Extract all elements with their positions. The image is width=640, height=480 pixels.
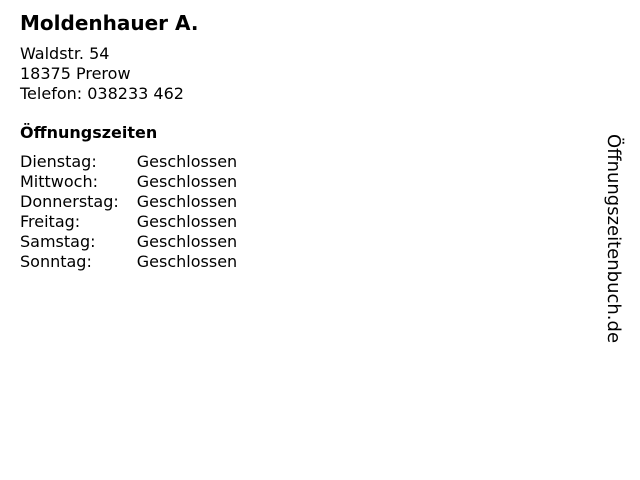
day-label: Freitag: <box>20 212 81 231</box>
street-address: Waldstr. 54 <box>20 44 110 63</box>
day-status: Geschlossen <box>136 172 238 191</box>
opening-hours-table <box>20 152 237 272</box>
day-label: Samstag: <box>20 232 96 251</box>
day-status: Geschlossen <box>136 252 238 271</box>
opening-hours-heading: Öffnungszeiten <box>20 123 158 142</box>
day-status: Geschlossen <box>136 232 238 251</box>
hours-row-thursday <box>20 192 237 212</box>
day-status: Geschlossen <box>136 152 238 171</box>
day-status: Geschlossen <box>136 212 238 231</box>
hours-row-saturday <box>20 232 237 252</box>
day-label: Donnerstag: <box>20 192 119 211</box>
day-status: Geschlossen <box>136 192 238 211</box>
site-brand-vertical: Öffnungszeitenbuch.de <box>603 134 624 344</box>
day-label: Dienstag: <box>20 152 97 171</box>
day-label: Mittwoch: <box>20 172 98 191</box>
hours-row-tuesday <box>20 152 237 172</box>
hours-row-friday <box>20 212 237 232</box>
day-label: Sonntag: <box>20 252 92 271</box>
business-name: Moldenhauer A. <box>20 11 199 35</box>
hours-row-sunday <box>20 252 237 272</box>
city-postal-code: 18375 Prerow <box>20 64 131 83</box>
phone-number: Telefon: 038233 462 <box>20 84 184 103</box>
business-card <box>20 10 237 272</box>
hours-row-wednesday <box>20 172 237 192</box>
